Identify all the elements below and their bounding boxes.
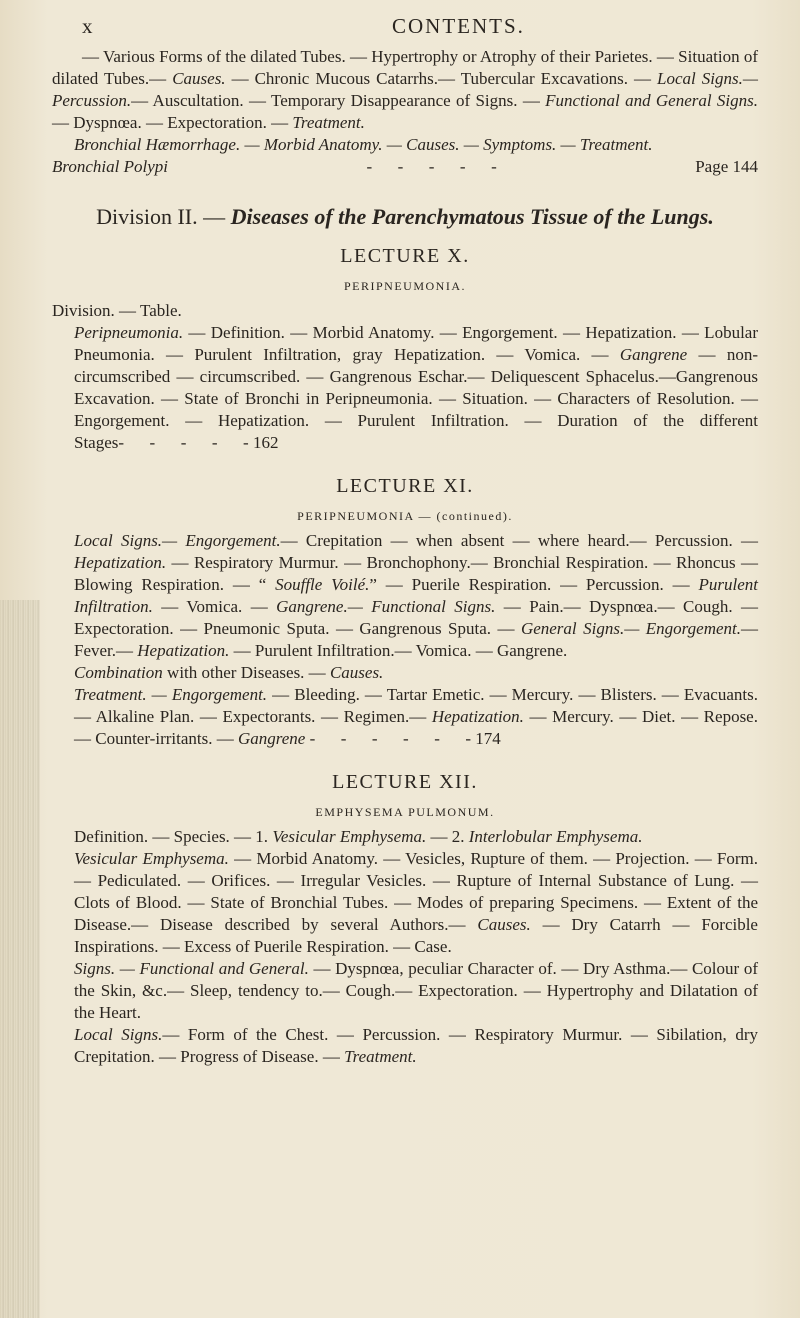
entry-division-table: Division. — Table.	[52, 301, 182, 320]
entry-italic: Hepatization.	[137, 641, 230, 660]
leader-dots: - - - - -	[118, 433, 249, 452]
entry-text: — Form of the Chest. — Percussion. — Respiratory Murmur. — Sibilation, dry Crepitation. — Progress of Disease. —	[74, 1025, 759, 1066]
entry-italic: Gangrene	[237, 729, 306, 748]
entry-italic: Causes.	[172, 69, 226, 88]
entry-text: — Fever.—	[74, 619, 758, 660]
entry-italic: Local Signs.— Percussion.	[52, 69, 758, 110]
entry-italic: Causes.	[477, 915, 531, 934]
entry-text: Definition. — Species. — 1.	[74, 827, 273, 846]
entry-local-signs-emphysema	[52, 1024, 758, 1068]
entry-italic: Causes. — Symptoms. — Treatment.	[406, 135, 653, 154]
entry-italic: Hepatization.	[74, 553, 167, 572]
entry-text: — Vomica. —	[152, 597, 277, 616]
entry-italic: Local Signs.	[74, 1025, 163, 1044]
entry-italic: Hepatization.	[431, 707, 524, 726]
entry-vesicular-emphysema	[52, 848, 758, 958]
entry-text: ” — Puerile Respiration. — Percussion. —	[369, 575, 699, 594]
lecture-x-heading: LECTURE X.	[340, 245, 470, 267]
entry-peripneumonia	[52, 322, 758, 454]
lecture-xi-entries	[52, 530, 758, 750]
lecture-xi-subject: PERIPNEUMONIA — (continued).	[297, 509, 513, 523]
entry-combination	[52, 662, 758, 684]
entry-text: with other Diseases. —	[162, 663, 330, 682]
lecture-x-entries	[52, 300, 758, 454]
leader-dots: - - - - - -	[309, 729, 472, 748]
lecture-xi-heading: LECTURE XI.	[336, 475, 474, 497]
entry-text: — Mercury. — Diet. — Repose. — Counter-irritants. —	[74, 707, 758, 748]
entry-text: — Dry Catarrh — Forcible Inspirations. — Excess of Puerile Respiration. — Case.	[74, 915, 758, 956]
page-number: Page 144	[695, 157, 758, 176]
lecture-xii-subject: EMPHYSEMA PULMONUM.	[315, 805, 495, 819]
entry-italic: Purulent Infiltration.	[74, 575, 758, 616]
page-folio: x	[82, 14, 94, 38]
entry-text: — Respiratory Murmur. — Bronchophony.— Bronchial Respiration. — Rhoncus — Blowing Respiration. — “	[74, 553, 758, 594]
entry-text: — Morbid Anatomy. — Vesicles, Rupture of them. — Projection. — Form. — Pediculated. — Orifices. — Irregular Vesicles. — Rupture of Internal Substance of Lung. — Clots of Blood. — State of Bronchial Tubes. — Modes of preparing Specimens. — Extent of the Disease.— Disease described by several Authors.—	[74, 849, 758, 934]
entry-italic: Vesicular Emphysema.	[272, 827, 427, 846]
entry-italic: Signs. — Functional and General.	[74, 959, 309, 978]
entry-italic: Functional and General Signs.	[545, 91, 758, 110]
page-number: 162	[252, 433, 279, 452]
division-title: Diseases of the Parenchymatous Tissue of the Lungs.	[230, 204, 714, 229]
lecture-x-subject: PERIPNEUMONIA.	[343, 279, 466, 293]
division-prefix: Division II. —	[96, 204, 231, 229]
entry-italic: Peripneumonia.	[74, 323, 184, 342]
entry-italic: Bronchial Polypi	[52, 157, 168, 176]
division-heading	[52, 204, 758, 230]
section-bronchial-continued	[52, 46, 758, 178]
entry-italic: Interlobular Emphysema.	[468, 827, 643, 846]
running-head	[52, 0, 758, 40]
entry-italic: Bronchial Hæmorrhage. — Morbid Anatomy. —	[74, 135, 407, 154]
entry-local-signs	[52, 530, 758, 662]
leader-dots: - - - - -	[366, 157, 497, 176]
page-number: 174	[475, 729, 501, 748]
entry-text: — Bleeding. — Tartar Emetic. — Mercury. — Blisters. — Evacuants. — Alkaline Plan. — Expectorants. — Regimen.—	[74, 685, 758, 726]
entry-italic: Gangrene	[619, 345, 688, 364]
entry-italic: Local Signs.— Engorgement.	[74, 531, 281, 550]
entry-bronchial-polypi	[52, 156, 758, 178]
entry-italic: Treatment.	[344, 1047, 417, 1066]
running-title: CONTENTS.	[392, 14, 525, 38]
entry-treatment	[52, 684, 758, 750]
entry-text: — Auscultation. — Temporary Disappearance of Signs. —	[131, 91, 546, 110]
entry-italic: General Signs.— Engorgement.	[520, 619, 741, 638]
entry-text: — 2.	[426, 827, 469, 846]
lecture-xii-entries	[52, 826, 758, 1068]
page-binding-edge	[0, 600, 40, 1318]
entry-text: — Crepitation — when absent — where heard.— Percussion. —	[280, 531, 758, 550]
entry-italic: Vesicular Emphysema.	[74, 849, 229, 868]
entry-bronchial-haemorrhage	[52, 134, 758, 156]
contents-page	[52, 0, 758, 1068]
entry-text: — Dyspnœa, peculiar Character of. — Dry Asthma.— Colour of the Skin, &c.— Sleep, tendency to.— Cough.— Expectoration. — Hypertrophy and Dilatation of the Heart.	[74, 959, 758, 1022]
entry-text: — Definition. — Morbid Anatomy. — Engorgement. — Hepatization. — Lobular Pneumonia. — Purulent Infiltration, gray Hepatization. — Vomica. —	[74, 323, 758, 364]
entry-text: — non-circumscribed — circumscribed. — Gangrenous Eschar.— Deliquescent Sphacelus.—Gangrenous Excavation. — State of Bronchi in Peripneumonia. — Situation. — Characters of Resolution. — Engorgement. — Hepatization. — Purulent Infiltration. — Duration of the different Stages	[74, 345, 758, 452]
entry-italic: Causes.	[329, 663, 384, 682]
entry-italic: Gangrene.— Functional Signs.	[276, 597, 496, 616]
entry-italic: Treatment.	[292, 113, 365, 132]
entry-text: — Various Forms of the dilated Tubes. — Hypertrophy or Atrophy of their Parietes. — Situation of dilated Tubes.—	[52, 47, 758, 88]
lecture-xii-heading: LECTURE XII.	[332, 771, 478, 793]
entry-signs	[52, 958, 758, 1024]
entry-text: — Chronic Mucous Catarrhs.— Tubercular Excavations. —	[225, 69, 658, 88]
entry-text: — Pain.— Dyspnœa.— Cough. —Expectoration. — Pneumonic Sputa. — Gangrenous Sputa. —	[74, 597, 758, 638]
entry-text: — Dyspnœa. — Expectoration. —	[52, 113, 293, 132]
entry-italic: Treatment. — Engorgement.	[74, 685, 268, 704]
entry-italic: Souffle Voilé.	[275, 575, 370, 594]
entry-text: — Purulent Infiltration.— Vomica. — Gangrene.	[229, 641, 568, 660]
entry-dilated-tubes	[52, 46, 758, 134]
entry-definition	[52, 826, 758, 848]
entry-italic: Combination	[74, 663, 163, 682]
